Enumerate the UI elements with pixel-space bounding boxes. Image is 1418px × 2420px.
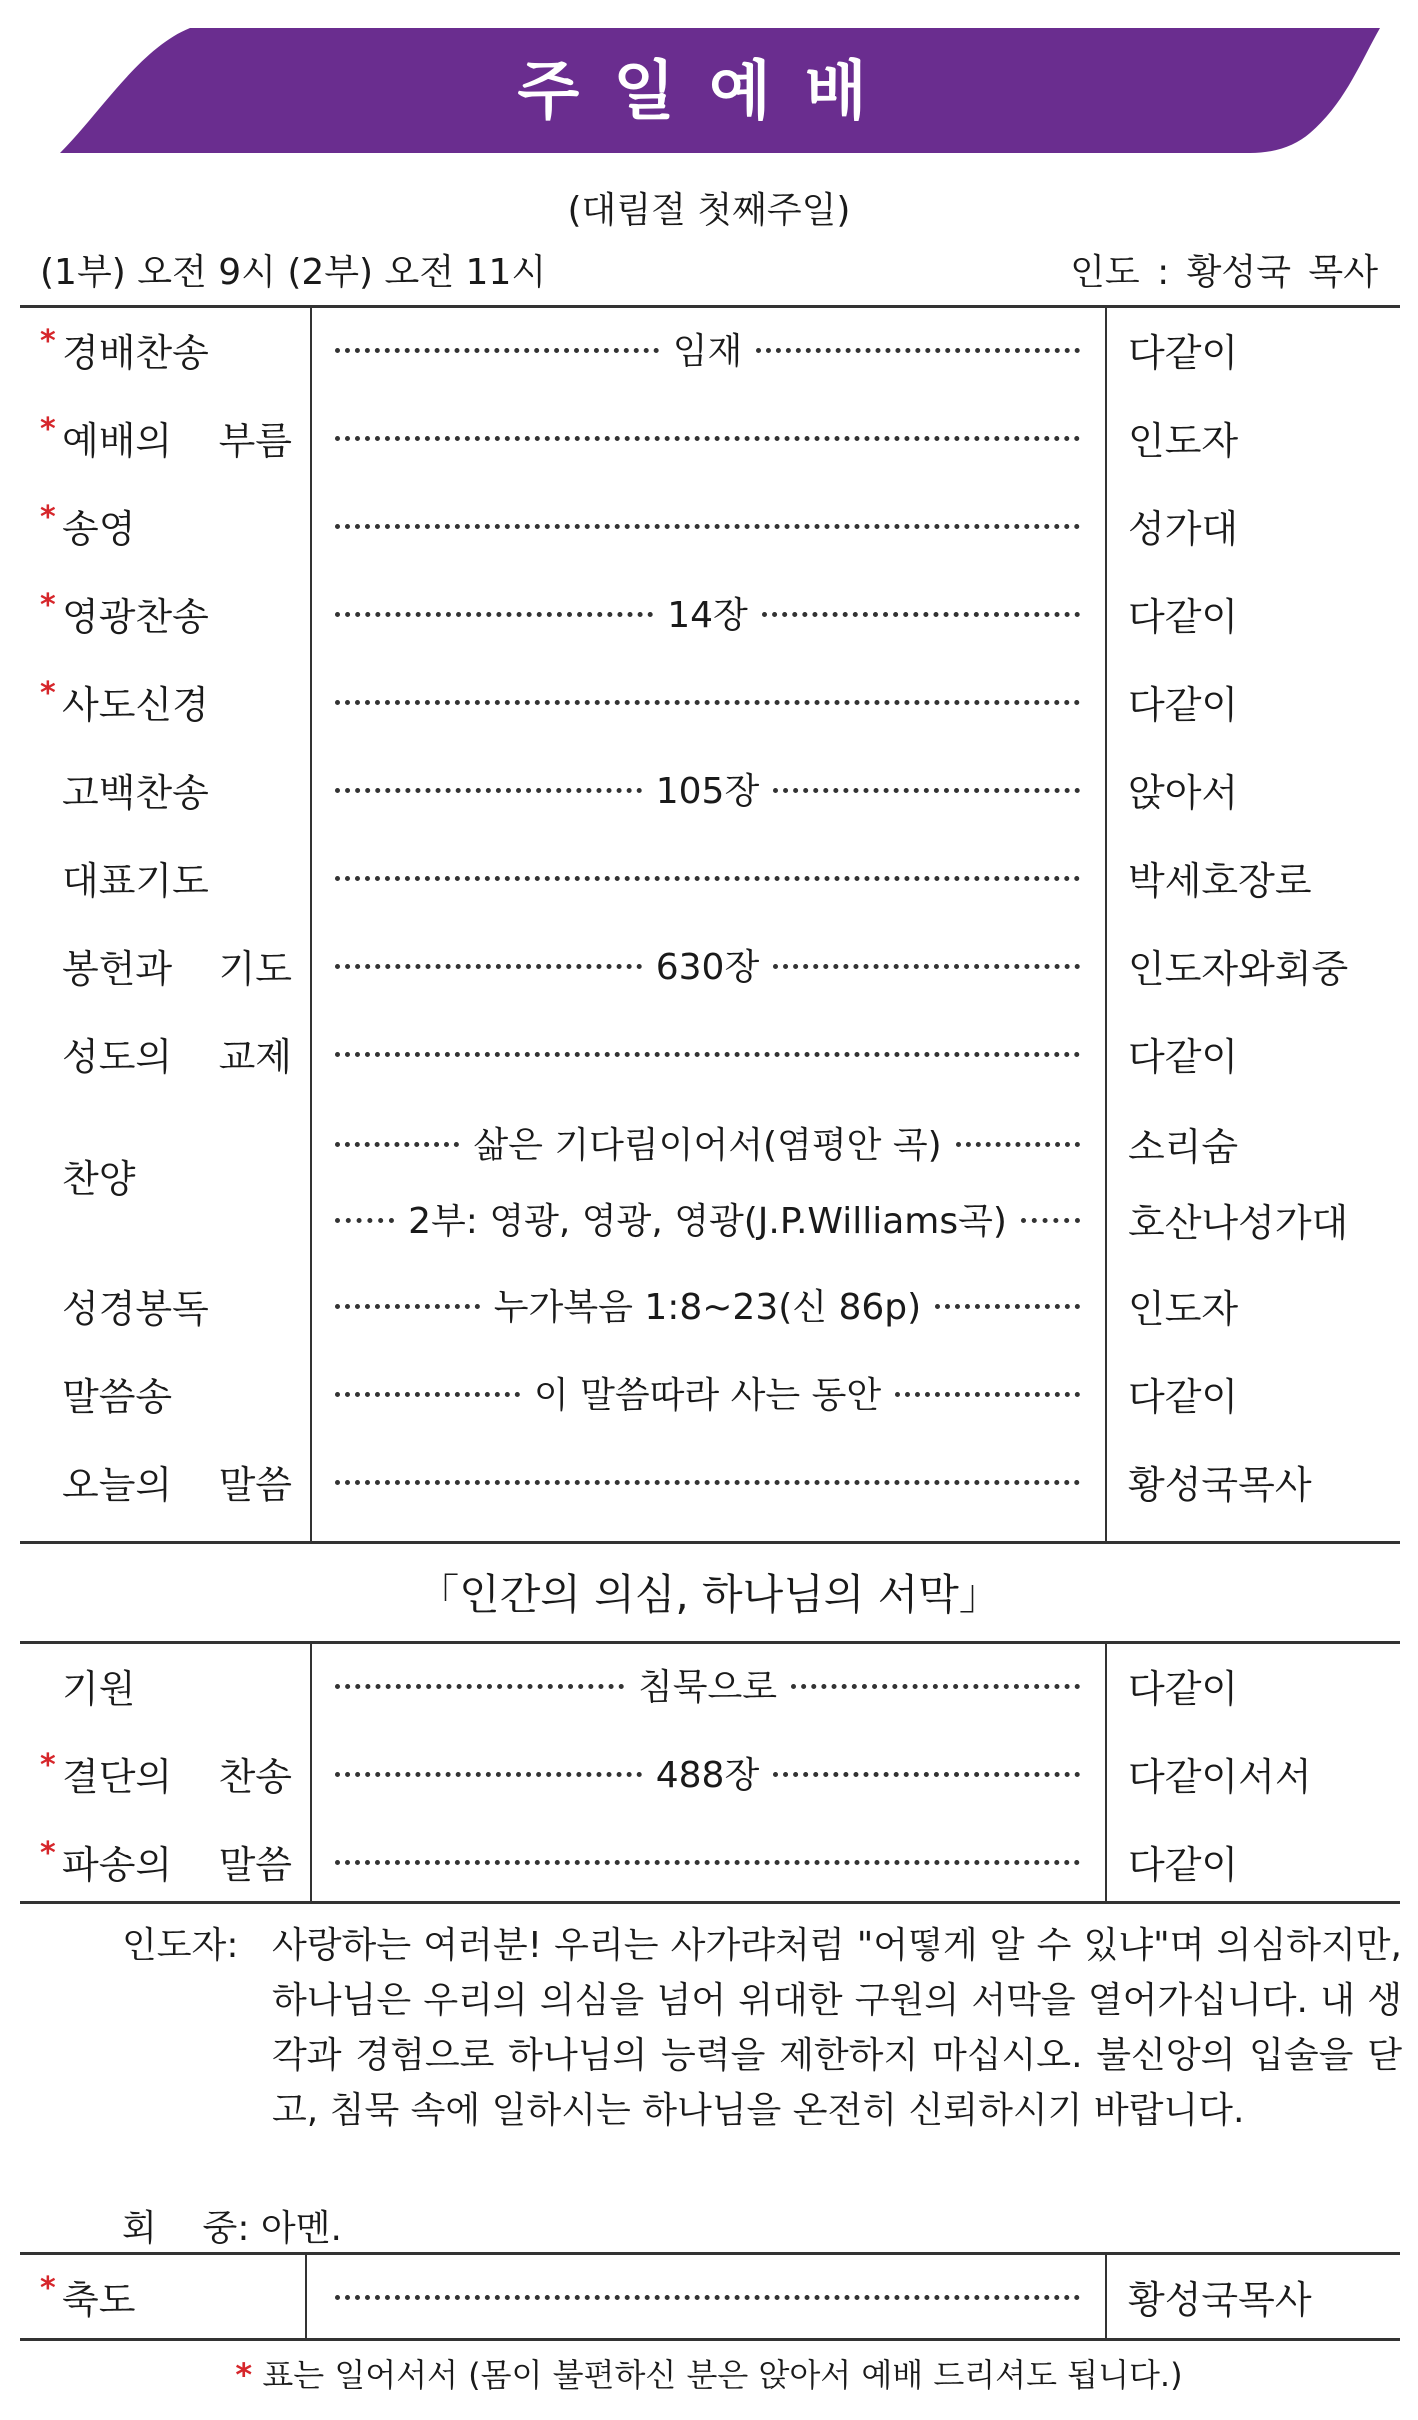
item-content: 침묵으로 (637, 1666, 778, 1708)
item-role: 다같이서서 (1128, 1755, 1312, 1799)
order-row (0, 1262, 1418, 1350)
order-row (0, 1100, 1418, 1201)
footnote-text: 표는 일어서서 (몸이 불편하신 분은 앉아서 예배 드리셔도 됩니다.) (262, 2356, 1183, 2394)
standing-star-icon: * (40, 412, 56, 447)
order-row (0, 746, 1418, 834)
item-leader-dots (335, 1750, 1080, 1794)
footnote (0, 2350, 1418, 2396)
item-leader-dots (335, 854, 1080, 898)
footnote-star: * (235, 2356, 253, 2394)
item-label: 성경봉독 (62, 1287, 209, 1331)
order-row (0, 1010, 1418, 1098)
item-content: 삶은 기다림이어서(염평안 곡) (473, 1124, 942, 1166)
item-leader-dots (335, 1196, 1080, 1240)
item-content: 630장 (655, 946, 760, 988)
item-content: 2부: 영광, 영광, 영광(J.P.Williams곡) (408, 1200, 1007, 1242)
order-row (0, 834, 1418, 922)
sermon-title: 「인간의 의심, 하나님의 서막」 (417, 1570, 1001, 1619)
standing-star-icon: * (40, 2271, 56, 2306)
order-row (0, 1176, 1418, 1264)
item-role: 인도자 (1128, 1287, 1239, 1331)
item-leader-dots (335, 2273, 1080, 2317)
table-bottom-rule (20, 1541, 1400, 1544)
item-leader-dots (335, 678, 1080, 722)
item-leader-dots (335, 1662, 1080, 1706)
order-row (0, 306, 1418, 394)
order-row (0, 658, 1418, 746)
response-speaker: 회 중: (122, 2208, 250, 2249)
item-leader-dots (335, 1370, 1080, 1414)
service-leader: 인도 : 황성국 목사 (1070, 252, 1378, 293)
item-leader-dots (335, 1282, 1080, 1326)
order-row (0, 394, 1418, 482)
item-leader-dots (335, 502, 1080, 546)
item-leader-dots (335, 590, 1080, 634)
item-leader-dots (335, 414, 1080, 458)
item-leader-dots (335, 942, 1080, 986)
prayer-text: 사랑하는 여러분! 우리는 사가랴처럼 "어떻게 알 수 있냐"며 의심하지만, 하나님은 우리의 의심을 넘어 위대한 구원의 서막을 열어가십니다. 내 생각과 경험으로 하나님의 능력을 제한하지 마십시오. 불신앙의 입술을 닫고, 침묵 속에 일하시는 하나님을 온전히 신뢰하시기 바랍니다. (272, 1925, 1402, 2131)
item-role: 황성국목사 (1128, 1463, 1312, 1507)
item-content: 488장 (655, 1754, 760, 1796)
item-label: 경배찬송 (62, 331, 209, 375)
order-row (0, 1730, 1418, 1818)
item-label: 송영 (62, 507, 136, 551)
service-times: (1부) 오전 9시 (2부) 오전 11시 (40, 252, 547, 293)
item-role: 다같이 (1128, 683, 1239, 727)
item-content: 105장 (655, 770, 760, 812)
congregation-response (122, 2200, 342, 2251)
order-row (0, 2253, 1418, 2341)
item-label: 고백찬송 (62, 771, 209, 815)
standing-star-icon: * (40, 500, 56, 535)
item-role: 소리숨 (1128, 1125, 1239, 1169)
standing-star-icon: * (40, 588, 56, 623)
order-row (0, 1350, 1418, 1438)
item-role: 다같이 (1128, 1667, 1239, 1711)
item-role: 다같이 (1128, 595, 1239, 639)
item-leader-dots (335, 1120, 1080, 1164)
item-label: 찬양 (62, 1157, 136, 1201)
item-role: 인도자 (1128, 419, 1239, 463)
item-role: 인도자와회중 (1128, 947, 1349, 991)
item-leader-dots (335, 1030, 1080, 1074)
item-label: 대표기도 (62, 859, 209, 903)
standing-star-icon: * (40, 1836, 56, 1871)
item-label: 예배의 부름 (62, 419, 292, 463)
item-label: 봉헌과 기도 (62, 947, 292, 991)
standing-star-icon: * (40, 1748, 56, 1783)
item-label: 성도의 교제 (62, 1035, 292, 1079)
item-role: 황성국목사 (1128, 2278, 1312, 2322)
item-content: 이 말씀따라 사는 동안 (533, 1374, 882, 1416)
item-role: 성가대 (1128, 507, 1239, 551)
item-role: 다같이 (1128, 1375, 1239, 1419)
order-row (0, 922, 1418, 1010)
item-content: 임재 (672, 330, 743, 372)
item-label: 결단의 찬송 (62, 1755, 292, 1799)
subtitle: (대림절 첫째주일) (567, 190, 851, 231)
item-leader-dots (335, 766, 1080, 810)
response-text: 아멘. (260, 2208, 342, 2249)
order-row (0, 482, 1418, 570)
item-role: 박세호장로 (1128, 859, 1312, 903)
standing-star-icon: * (40, 676, 56, 711)
item-label: 기원 (62, 1667, 136, 1711)
item-role: 다같이 (1128, 331, 1239, 375)
item-role: 다같이 (1128, 1035, 1239, 1079)
item-leader-dots (335, 1458, 1080, 1502)
order-row (0, 1818, 1418, 1906)
prayer-speaker: 인도자: (122, 1925, 239, 1966)
page-title: 주일예배 (517, 55, 901, 129)
item-content: 14장 (667, 594, 748, 636)
standing-star-icon: * (40, 324, 56, 359)
item-label: 사도신경 (62, 683, 209, 727)
order-row (0, 1642, 1418, 1730)
item-role: 호산나성가대 (1128, 1201, 1349, 1245)
item-role: 다같이 (1128, 1843, 1239, 1887)
order-row (0, 570, 1418, 658)
item-label: 말씀송 (62, 1375, 173, 1419)
item-label: 영광찬송 (62, 595, 209, 639)
item-role: 앉아서 (1128, 771, 1239, 815)
item-label: 오늘의 말씀 (62, 1463, 292, 1507)
item-label: 파송의 말씀 (62, 1843, 292, 1887)
item-content: 누가복음 1:8~23(신 86p) (493, 1286, 922, 1328)
item-leader-dots (335, 1838, 1080, 1882)
item-label: 축도 (62, 2278, 136, 2322)
order-row (0, 1438, 1418, 1526)
item-leader-dots (335, 326, 1080, 370)
